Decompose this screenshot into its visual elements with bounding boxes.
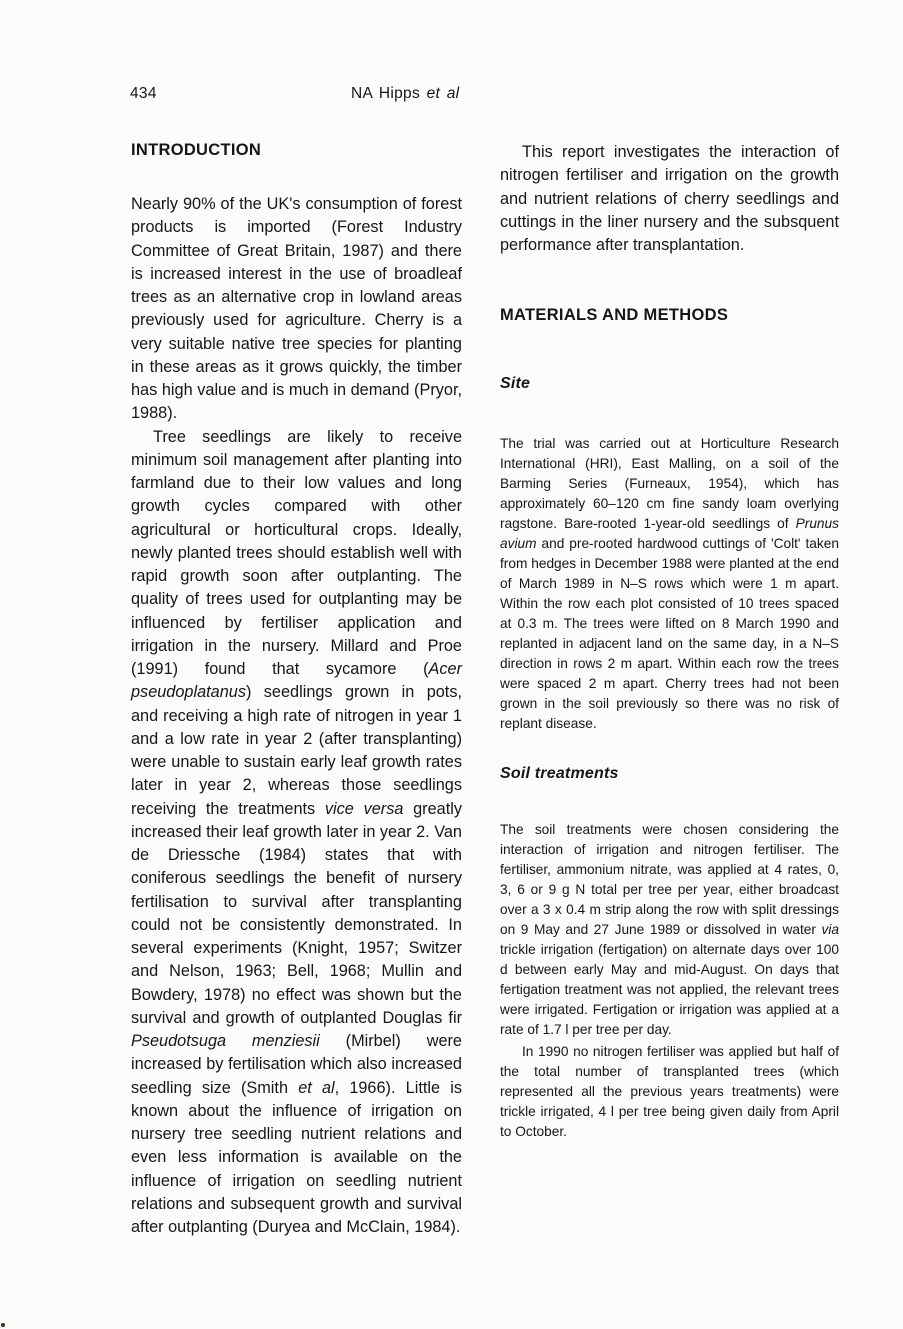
text: ) seedlings grown in pots, and receiving a high rate of nitrogen in year 1 and a low rate in year 2 (after transplanting) were unable to sustain early leaf growth rates later in year 2, whereas those seedlings receiving the treatments	[131, 683, 462, 818]
text: The soil treatments were chosen considering the interaction of irrigation and nitrogen fertiliser. The fertiliser, ammonium nitrate, was applied at 4 rates, 0, 3, 6 or 9 g N total per tree per year, either broadcast over a 3 x 0.4 m strip along the row with split dressings on 9 May and 27 June 1989 or dissolved in water	[500, 822, 839, 938]
soil-treatments-paragraph	[500, 820, 839, 1040]
text: greatly increased their leaf growth later in year 2. Van de Driessche (1984) states that with coniferous seedlings the benefit of nursery fertilisation to survival after transplanting could not be consistently demonstrated. In several experiments (Knight, 1957; Switzer and Nelson, 1963; Bell, 1968; Mullin and Bowdery, 1978) no effect was shown but the survival and growth of outplanted Douglas fir	[131, 799, 462, 1027]
soil-treatments-heading: Soil treatments	[500, 765, 619, 783]
site-paragraph	[500, 434, 839, 734]
text: , 1966). Little is known about the influence of irrigation on nursery tree seedling nutrient relations and even less information is available on the influence of irrigation on seedling nutrient relations and subsequent growth and survival after outplanting (Duryea and McClain, 1984).	[131, 1078, 462, 1236]
text: The trial was carried out at Horticulture Research International (HRI), East Malling, on a soil of the Barming Series (Furneaux, 1954), which has approximately 60–120 cm fine sandy loam overlying ragstone. Bare-rooted 1-year-old seedlings of	[500, 436, 839, 532]
italic-text: via	[821, 922, 839, 938]
text: NA Hipps	[351, 85, 427, 102]
left-column	[131, 141, 462, 1239]
report-scope-paragraph	[500, 141, 839, 257]
materials-and-methods-heading: MATERIALS AND METHODS	[500, 306, 729, 325]
irrigation-1990-paragraph	[500, 1042, 839, 1142]
text: Nearly 90% of the UK's consumption of forest products is imported (Forest Industry Committee of Great Britain, 1987) and there is increased interest in the use of broadleaf trees as an alternative crop in lowland areas previously used for agriculture. Cherry is a very suitable native tree species for planting in these areas as it grows quickly, the timber has high value and is much in demand (Pryor, 1988).	[131, 195, 462, 423]
text: This report investigates the interaction of nitrogen fertiliser and irrigation on the growth and nutrient relations of cherry seedlings and cuttings in the liner nursery and the subsquent performance after transplantation.	[500, 143, 839, 254]
italic-text: et al	[298, 1078, 335, 1097]
intro-paragraph-1	[131, 193, 462, 426]
text: Tree seedlings are likely to receive minimum soil management after planting into farmland due to their low values and long growth cycles compared with other agricultural or horticultural crops. Ideally, newly planted trees should establish well with rapid growth soon after outplanting. The quality of trees used for outplanting may be influenced by fertiliser application and irrigation in the nursery. Millard and Proe (1991) found that sycamore (	[131, 427, 462, 678]
italic-text: Acer pseudoplatanus	[131, 660, 462, 702]
text: and pre-rooted hardwood cuttings of 'Colt' taken from hedges in December 1988 were planted at the end of March 1989 in N–S rows which were 1 m apart. Within the row each plot consisted of 10 trees spaced at 0.3 m. The trees were lifted on 8 March 1990 and replanted in adjacent land on the same day, in a N–S direction in rows 2 m apart. Within each row the trees were spaced 2 m apart. Cherry trees had not been grown in the soil previously so there was no risk of replant disease.	[500, 536, 839, 732]
page-number: 434	[130, 85, 157, 102]
running-head	[351, 85, 459, 103]
intro-paragraph-2	[131, 426, 462, 1240]
scan-artifact-dot	[1, 1323, 5, 1327]
italic-text: et al	[426, 85, 460, 102]
italic-text: Pseudotsuga menziesii	[131, 1032, 320, 1050]
text: (Mirbel) were increased by fertilisation which also increased seedling size (Smith	[131, 1032, 462, 1097]
introduction-heading: INTRODUCTION	[131, 141, 262, 159]
site-heading: Site	[500, 375, 531, 393]
italic-text: vice versa	[324, 799, 404, 818]
italic-text: Prunus avium	[500, 516, 839, 552]
text: In 1990 no nitrogen fertiliser was applied but half of the total number of transplanted trees (which represented all the previous years treatments) were trickle irrigated, 4 l per tree being given daily from April to October.	[500, 1044, 839, 1140]
text: trickle irrigation (fertigation) on alternate days over 100 d between early May and mid-August. On days that fertigation treatment was not applied, the relevant trees were irrigated. Fertigation or irrigation was applied at a rate of 1.7 l per tree per day.	[500, 942, 839, 1038]
right-column	[500, 141, 839, 1142]
